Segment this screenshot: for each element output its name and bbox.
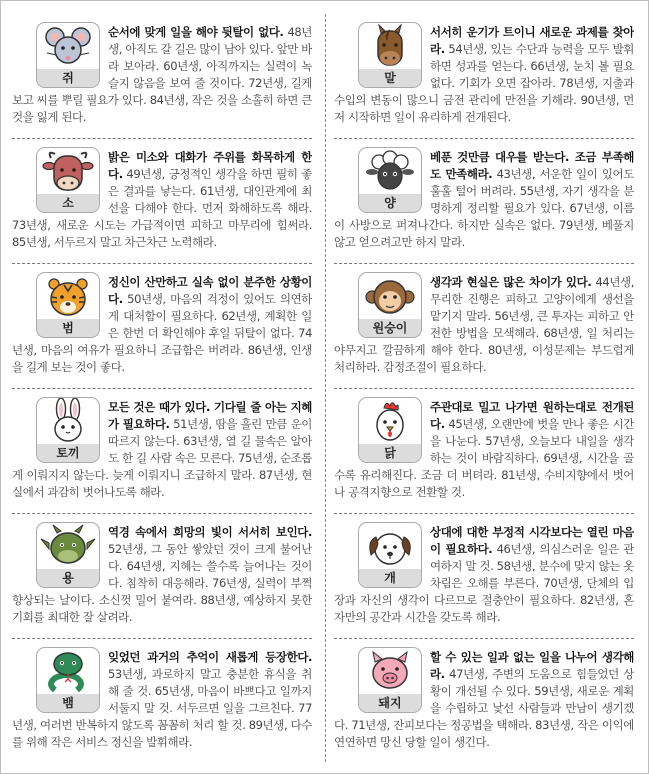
fortune-body: 52년생, 그 동안 쌓았던 것이 크게 불어난다. 64년생, 지혜는 쓸수록 늘어나는 것이다. 침착히 대응해라. 76년생, 실력이 부쩍 향상되는 날이다. 소신껏 밀어 붙여라. 88년생, 예상하지 못한 기회를 최대한 잘 살려라.	[12, 542, 312, 624]
fortune-body: 53년생, 과로하지 말고 충분한 휴식을 취해 줄 것. 65년생, 마음이 바쁘다고 일까지 서둘지 말 것. 서두르면 일을 그르친다. 77년생, 여러번 반복하지 않도록 꼼꼼히 처리 할 것. 89년생, 다수를 위해 작은 서비스 정신을 발휘해라.	[12, 667, 312, 749]
horse-icon	[359, 23, 421, 69]
tiger-icon	[37, 273, 99, 319]
entry-tiger	[12, 263, 312, 388]
entry-pig	[334, 638, 634, 763]
monkey-icon	[359, 273, 421, 319]
dragon-icon-box	[36, 522, 100, 588]
horse-icon-box	[358, 22, 422, 88]
fortune-body: 54년생, 있는 수단과 능력을 모두 발휘하면 성과를 얻는다. 66년생, 눈치 볼 필요 없다. 기회가 오면 잡아라. 78년생, 지출과 수입의 변동이 많으니 금전 관리에 만전을 기해라. 90년생, 먼저 시작하면 일이 유리하게 전개된다.	[334, 42, 634, 124]
entry-horse	[334, 14, 634, 138]
fortune-body: 46년생, 의심스러운 일은 관여하지 말 것. 58년생, 분수에 맞지 않는 옷차림은 오해를 부른다. 70년생, 단체의 입장과 자신의 생각이 다르므로 절충안이 필요하다. 82년생, 혼자만의 공간과 시간을 갖도록 해라.	[334, 542, 634, 624]
entry-dragon	[12, 513, 312, 638]
rat-icon-box	[36, 22, 100, 88]
fortune-headline: 상대에 대한 부정적 시각보다는 열린 마음이 필요하다.	[430, 525, 634, 556]
animal-label: 용	[37, 569, 99, 587]
rat-icon	[37, 23, 99, 69]
fortune-headline: 모든 것은 때가 있다. 기다릴 줄 아는 지혜가 필요하다.	[108, 400, 312, 431]
entry-dog	[334, 513, 634, 638]
dragon-icon	[37, 523, 99, 569]
column-divider	[325, 14, 326, 762]
fortune-headline: 생각과 현실은 많은 차이가 있다.	[430, 275, 592, 289]
dog-icon-box	[358, 522, 422, 588]
snake-icon-box	[36, 647, 100, 713]
dog-icon	[359, 523, 421, 569]
fortune-headline: 밝은 미소와 대화가 주위를 화목하게 한다.	[108, 150, 312, 181]
animal-label: 말	[359, 69, 421, 87]
rabbit-icon-box	[36, 397, 100, 463]
monkey-icon-box	[358, 272, 422, 338]
sheep-icon-box	[358, 147, 422, 213]
entry-monkey	[334, 263, 634, 388]
snake-icon	[37, 648, 99, 694]
fortune-headline: 주관대로 밀고 나가면 원하는대로 전개된다.	[430, 400, 634, 431]
animal-label: 개	[359, 569, 421, 587]
entry-sheep	[334, 138, 634, 263]
right-column	[334, 14, 634, 763]
animal-label: 양	[359, 194, 421, 212]
animal-label: 뱀	[37, 694, 99, 712]
fortune-headline: 잊었던 과거의 추억이 새롭게 등장한다.	[108, 650, 312, 664]
pig-icon	[359, 648, 421, 694]
rooster-icon	[359, 398, 421, 444]
fortune-body: 47년생, 주변의 도움으로 힘들었던 상황이 개선될 수 있다. 59년생, 새로운 계획을 수립하고 낯선 사람들과 만남이 생기겠다. 71년생, 잔피보다는 정공법을 택해라. 83년생, 작은 이익에 연연하면 망신 당할 일이 생긴다.	[334, 667, 634, 749]
fortune-body: 51년생, 땀을 흘린 만큼 운이 따르지 않는다. 63년생, 열 길 물속은 알아도 한 길 사람 속은 모른다. 75년생, 순조롭게 이뤄지지 않는다. 늦게 이뤄지니 조급하지 말라. 87년생, 현실에서 과감히 벗어나도록 해라.	[12, 417, 312, 499]
rooster-icon-box	[358, 397, 422, 463]
fortune-headline: 할 수 있는 일과 없는 일을 나누어 생각해라.	[430, 650, 634, 681]
entry-rat	[12, 14, 312, 138]
pig-icon-box	[358, 647, 422, 713]
rabbit-icon	[37, 398, 99, 444]
animal-label: 돼지	[359, 694, 421, 712]
fortune-body: 45년생, 오랜만에 벗을 만나 좋은 시간을 나눈다. 57년생, 오늘보다 내일을 생각하는 것이 바람직하다. 69년생, 시간을 골수록 유리해진다. 조금 더 버텨라. 81년생, 수비지향에서 벗어나 공격지향으로 전환할 것.	[334, 417, 634, 499]
tiger-icon-box	[36, 272, 100, 338]
entry-snake	[12, 638, 312, 763]
entry-rooster	[334, 388, 634, 513]
animal-label: 소	[37, 194, 99, 212]
animal-label: 범	[37, 319, 99, 337]
ox-icon	[37, 148, 99, 194]
animal-label: 닭	[359, 444, 421, 462]
fortune-headline: 베푼 것만큼 대우를 받는다. 조금 부족해도 만족해라.	[430, 150, 634, 181]
fortune-headline: 서서히 운기가 트이니 새로운 과제를 찾아라.	[430, 25, 634, 56]
animal-label: 토끼	[37, 444, 99, 462]
fortune-headline: 정신이 산만하고 실속 없이 분주한 상황이다.	[108, 275, 312, 306]
ox-icon-box	[36, 147, 100, 213]
fortune-body: 48년생, 아직도 갈 길은 많이 남아 있다. 앞만 바라 보아라. 60년생, 아직까지는 실력이 녹슬지 않음을 보여 줄 것이다. 72년생, 길게 보고 씨를 뿌릴 필요가 있다. 84년생, 작은 것을 소홀히 하면 큰 것을 잃게 된다.	[12, 25, 312, 124]
fortune-body: 50년생, 마음의 걱정이 있어도 의연하게 대처함이 필요하다. 62년생, 계획한 일은 한번 더 확인해야 후일 뒤탈이 없다. 74년생, 마음의 여유가 필요하니 조급함은 버려라. 86년생, 인생을 길게 보는 것이 좋다.	[12, 292, 312, 374]
entry-rabbit	[12, 388, 312, 513]
left-column	[12, 14, 312, 763]
fortune-headline: 순서에 맞게 일을 해야 뒷탈이 없다.	[108, 25, 284, 39]
fortune-body: 44년생, 무리한 진행은 피하고 고양이에게 생선을 맡기지 말라. 56년생, 큰 투자는 피하고 안전한 방법을 모색해라. 68년생, 일 처리는 야무지고 깔끔하게 해야 한다. 80년생, 이성문제는 부드럽게 처리하라. 감정조절이 필요하다.	[334, 275, 634, 374]
fortune-body: 43년생, 서운한 일이 있어도 훌훌 털어 버려라. 55년생, 자기 생각을 분명하게 정리할 필요가 있다. 67년생, 이름이 사방으로 퍼져나간다. 하지만 실속은 없다. 79년생, 베풀지 않고 얻으려고만 하지 말라.	[334, 167, 634, 249]
fortune-headline: 역경 속에서 희망의 빛이 서서히 보인다.	[108, 525, 312, 539]
entry-ox	[12, 138, 312, 263]
animal-label: 원숭이	[359, 319, 421, 337]
fortune-body: 49년생, 긍정적인 생각을 하면 필히 좋은 결과를 낳는다. 61년생, 대인관계에 최선을 다해야 한다. 먼저 화해하도록 해라. 73년생, 새로운 시도는 가급적이면 피하고 마무리에 힘써라. 85년생, 서두르지 말고 차근차근 노력해라.	[12, 167, 312, 249]
animal-label: 쥐	[37, 69, 99, 87]
sheep-icon	[359, 148, 421, 194]
